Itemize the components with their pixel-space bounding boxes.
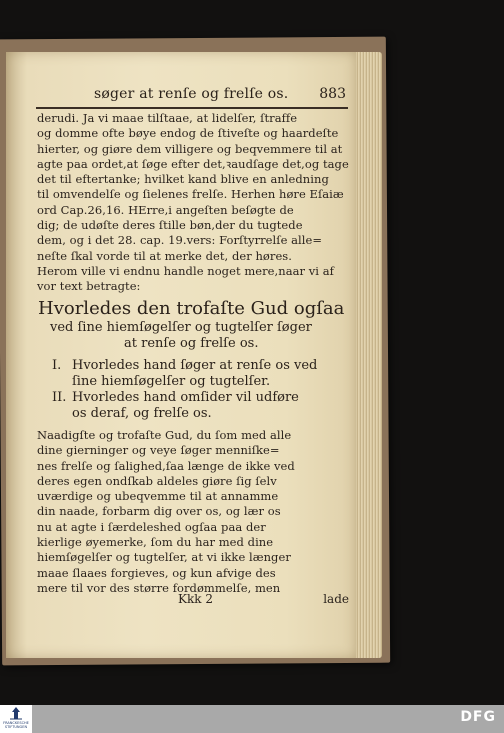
point-line: Hvorledes hand omſider vil udføre [72, 390, 299, 405]
point-line: Hvorledes hand ſøger at renſe os ved [72, 358, 318, 373]
point-line: ſine hiemſøgelſer og tugtelſer. [72, 374, 271, 389]
text-line: uværdige og ubeqvemme til at annamme [37, 489, 279, 504]
text-line: det til eftertanke; hvilket kand blive en anledning [37, 172, 329, 187]
text-line: deres egen ondſkab aldeles giøre ſig ſelv [37, 473, 277, 488]
text-line: hiemſøgelſer og tugtelſer, at vi ikke længer [37, 550, 291, 565]
sermon-points [52, 358, 352, 422]
page-edges [352, 52, 382, 658]
text-line: maae ſlaaes forgieves, og kun afvige des [37, 565, 276, 580]
header-rule [36, 107, 348, 109]
page-footer-line [37, 592, 349, 608]
dfg-logo[interactable]: DFG [460, 709, 496, 725]
text-line: dem, og i det 28. cap. 19.vers: Forſtyrrelſe alle= [37, 233, 323, 248]
subheading-line: ved ſine hiemſøgelſer og tugtelſer ſøger [50, 320, 312, 335]
text-line: ord Cap.26,16. HErre,i angeſten beſøgte de [37, 202, 294, 217]
section-subheading [50, 320, 350, 352]
subheading-line: at renſe og frelſe os. [124, 336, 259, 351]
running-head: søger at renſe og frelſe os. [94, 86, 289, 102]
text-line: hierter, og giøre dem villigere og beqvemmere til at [37, 141, 343, 156]
section-heading: Hvorledes den trofaſte Gud ogſaa [38, 298, 345, 319]
text-line: din naade, forbarm dig over os, og lær os [37, 504, 281, 519]
point-2 [52, 390, 352, 422]
catchword: lade [323, 592, 349, 606]
page-number: 883 [319, 86, 346, 102]
text-line: dine gierninger og veye ſøger menniſke= [37, 443, 280, 458]
viewer-footer-bar [0, 705, 504, 733]
text-line: nu at agte i ſærdeleshed ogſaa paa der [37, 519, 266, 534]
signature-mark: Kkk 2 [178, 592, 213, 606]
text-line: nes frelſe og ſalighed,ſaa længe de ikke ved [37, 458, 295, 473]
text-line: vor text betragte: [37, 279, 141, 294]
text-line: dig; de udøſte deres ſtille bøn,der du tugtede [37, 218, 303, 233]
text-line: agte paa ordet,at ſøge efter det,ꝛaudſage det,og tage [37, 156, 349, 171]
point-number: II. [52, 390, 67, 405]
text-line: derudi. Ja vi maae tilſtaae, at lidelſer, ſtraffe [37, 111, 298, 125]
text-line: til omvendelſe og ſielenes frelſe. Herhen høre Eſaiæ [37, 187, 344, 202]
body-text-top [37, 111, 349, 295]
text-line: og domme ofte bøye endog de ſtiveſte og haardeſte [37, 126, 339, 141]
orphanage-icon [0, 705, 32, 721]
institution-logo[interactable] [0, 705, 32, 733]
page-header [86, 86, 348, 106]
text-line: Naadigſte og trofaſte Gud, du ſom med alle [37, 428, 292, 442]
logo-text: FRANCKESCHE STIFTUNGEN [3, 721, 29, 729]
text-line: kierlige øyemerke, ſom du har med dine [37, 535, 274, 550]
text-line: neſte ſkal vorde til at merke det, der høres. [37, 248, 292, 263]
point-line: os deraf, og frelſe os. [72, 406, 212, 421]
point-number: I. [52, 358, 62, 373]
text-line: mere til vor des større fordømmelſe, men [37, 580, 281, 595]
text-line: Herom ville vi endnu handle noget mere,naar vi af [37, 263, 334, 278]
point-1 [52, 358, 352, 390]
body-text-prayer [37, 428, 349, 596]
